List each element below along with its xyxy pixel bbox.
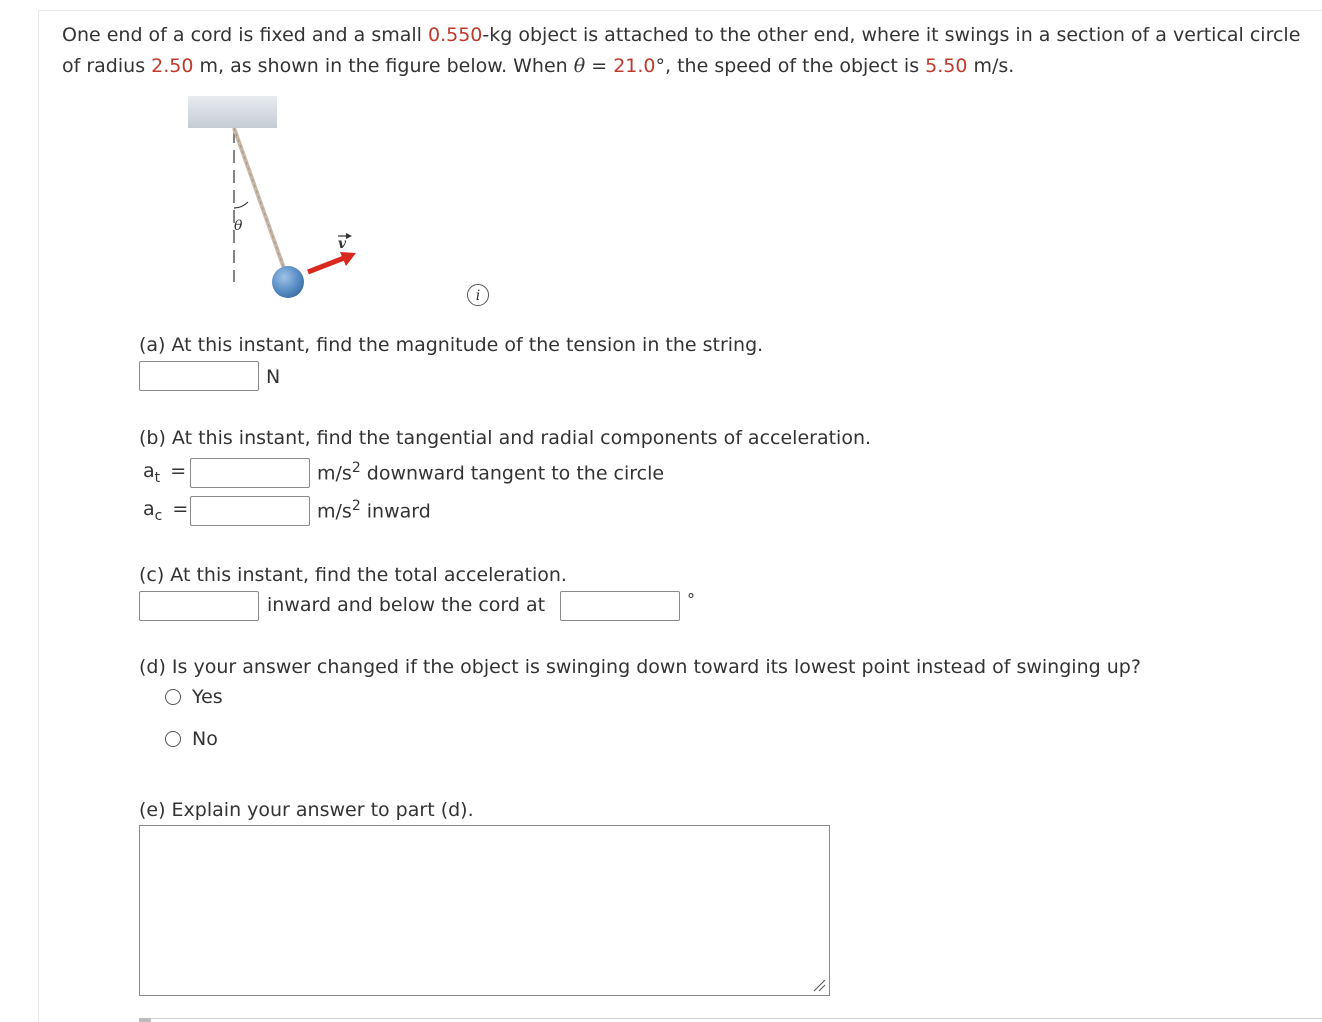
pendulum-figure — [180, 96, 380, 306]
problem-statement: One end of a cord is fixed and a small 0.550-kg object is attached to the other end, where it swings in a section of a vertical circle of radius 2.50 m, as shown in the figure below. When θ = 21.0°, the speed of the object is 5.50 m/s. — [62, 24, 1301, 77]
explanation-textarea[interactable] — [139, 825, 830, 996]
tension-unit: N — [266, 366, 281, 388]
mass-value: 0.550 — [428, 24, 483, 46]
ac-label: $a_c$ = — [143, 498, 189, 524]
ceiling — [188, 96, 277, 128]
bottom-stub — [139, 1018, 151, 1022]
total-accel-middle-text: inward and below the cord at — [267, 594, 546, 616]
radio-no[interactable] — [165, 731, 181, 747]
at-label: $a_t$ = — [143, 460, 187, 486]
radio-yes[interactable] — [165, 689, 181, 705]
info-icon[interactable]: i — [467, 284, 489, 306]
part-c-prompt: (c) At this instant, find the total acceleration. — [139, 564, 567, 586]
option-no[interactable]: No — [165, 728, 218, 750]
radial-accel-input[interactable] — [190, 496, 310, 526]
cord — [234, 128, 286, 274]
part-a-prompt: (a) At this instant, find the magnitude of the tension in the string. — [139, 334, 764, 356]
part-d-prompt: (d) Is your answer changed if the object is swinging down toward its lowest point instead of swinging up? — [139, 656, 1141, 678]
radial-accel-unit: $m/s^2$ inward — [317, 498, 431, 523]
velocity-arrow — [308, 258, 344, 272]
angle-arc — [234, 202, 248, 208]
left-divider — [38, 10, 39, 1022]
theta-label: θ — [234, 218, 243, 234]
degree-symbol: ° — [687, 590, 695, 609]
tangential-accel-input[interactable] — [190, 458, 310, 488]
resize-handle-icon[interactable] — [812, 978, 826, 992]
total-accel-angle-input[interactable] — [560, 591, 680, 621]
top-divider — [38, 10, 1322, 11]
part-b-prompt: (b) At this instant, find the tangential and radial components of acceleration. — [139, 427, 872, 449]
radius-value: 2.50 — [151, 55, 194, 77]
total-accel-input[interactable] — [139, 591, 259, 621]
ball — [272, 266, 304, 298]
velocity-label: v — [338, 236, 347, 252]
option-yes[interactable]: Yes — [165, 686, 223, 708]
part-e-prompt: (e) Explain your answer to part (d). — [139, 799, 474, 821]
speed-value: 5.50 — [925, 55, 968, 77]
bottom-divider — [139, 1018, 1322, 1019]
tension-input[interactable] — [139, 361, 259, 391]
tangential-accel-unit: $m/s^2$ downward tangent to the circle — [317, 460, 665, 485]
angle-value: 21.0 — [613, 55, 656, 77]
